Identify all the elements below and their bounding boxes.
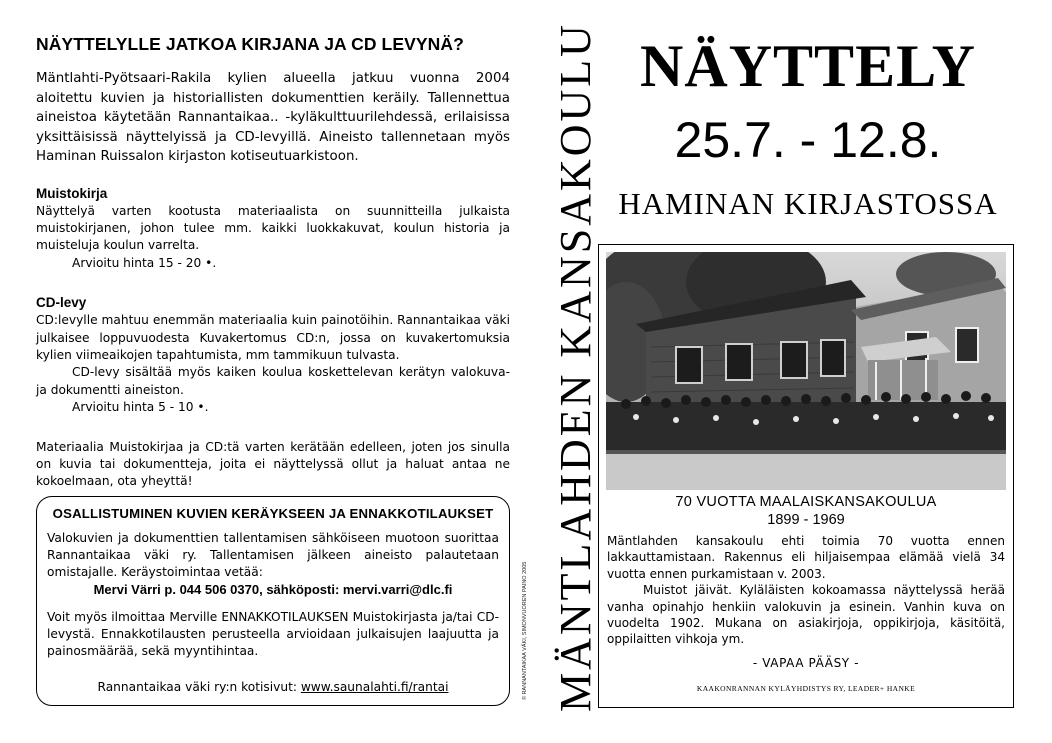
book-heading: Muistokirja [36, 185, 108, 201]
box-text: Valokuvien ja dokumenttien tallentamisen sähköiseen muotoon suorittaa Rannantaikaa väki ry. Tallentamisen jälkeen aineisto palautetaan omistajalle. Keräystoimintaa vetää: [47, 531, 499, 579]
school-photo [606, 252, 1006, 490]
cd-text: CD:levylle mahtuu enemmän materiaalia kuin painotöihin. Rannantaikaa väki julkaisee loppuvuodesta Kuvakertomus CD:n, jossa on kuvakertomuksia kylien viimeaikojen tapahtumista, mm tammikuun tulvasta. [36, 313, 510, 362]
free-entry: - VAPAA PÄÄSY - [752, 655, 860, 670]
website-link[interactable]: www.saunalahti.fi/rantai [300, 680, 449, 694]
website-line [47, 680, 499, 694]
print-credit: © RANNANTAIKAA VÄKI, SIMONVUOREN PAINO 2005 [522, 561, 528, 700]
book-text: Näyttelyä varten kootusta materiaalista on suunnitteilla julkaista muistokirjanen, johon tulee mm. kaikki luokkakuvat, koulun historia ja muisteluja koulun varrelta. [36, 203, 510, 253]
cd-text-2: CD-levy sisältää myös kaiken koulua koskettelevan kerätyn valokuva- ja dokumentti aineiston. [36, 365, 510, 397]
website-prefix: Rannantaikaa väki ry:n kotisivut: [97, 680, 301, 694]
cd-heading: CD-levy [36, 295, 87, 311]
exhibition-place: HAMINAN KIRJASTOSSA [618, 186, 998, 221]
closing-paragraph: Materiaalia Muistokirjaa ja CD:tä varten kerätään edelleen, joten jos sinulla on kuvia tai dokumentteja, joita ei näyttelyssä ollut ja haluat antaa ne kokoelmaan, ota yheyttä! [36, 439, 510, 489]
anniversary-section [607, 493, 1005, 693]
left-heading: NÄYTTELYLLE JATKOA KIRJANA JA CD LEVYNÄ? [36, 34, 464, 54]
vertical-title: MÄNTLAHDEN KANSAKOULU [551, 22, 600, 712]
exhibition-dates: 25.7. - 12.8. [674, 112, 942, 168]
organizer: KAAKONRANNAN KYLÄYHDISTYS RY, LEADER+ HANKE [696, 683, 916, 693]
book-price: Arvioitu hinta 15 - 20 •. [72, 255, 217, 270]
anniversary-text-2: Muistot jäivät. Kyläläisten kokoamassa näyttelyssä herää vanha opinahjo henkiin valokuvin ja esinein. Vanhin kuva on vuodelta 1902. Mukana on asiakirjoja, oppikirjoja, käsitöitä, oppilaitten vihkoja ym. [607, 583, 1005, 647]
participation-box [36, 496, 510, 706]
info-frame [598, 244, 1014, 708]
cd-price: Arvioitu hinta 5 - 10 •. [72, 400, 209, 415]
headline: NÄYTTELY [640, 33, 976, 99]
box-text-2: Voit myös ilmoittaa Merville ENNAKKOTILAUKSEN Muistokirjasta ja/tai CD-levystä. Ennakkotilausten perusteella arvioidaan julkaisujen laajuutta ja painosmäärää, sekä myyntihintaa. [47, 610, 499, 658]
left-column [36, 34, 510, 491]
anniversary-text: Mäntlahden kansakoulu ehti toimia 70 vuotta ennen lakkauttamistaan. Rakennus eli hiljaisempaa elämää vielä 34 vuotta ennen purkamistaan v. 2003. [607, 534, 1005, 581]
anniversary-years: 1899 - 1969 [767, 512, 845, 528]
intro-paragraph: Mäntlahti-Pyötsaari-Rakila kylien alueella jatkuu vuonna 2004 aloitettu kuvien ja historiallisten dokumenttien keräily. Tallennettua aineistoa käytetään Rannantaikaa.. -kyläkulttuurilehdessä, erilaisissa yksittäisissä näyttelyissä ja CD-levyillä. Aineisto tallennetaan myös Haminan Ruissalon kirjaston kotiseutuarkistoon. [36, 71, 510, 164]
box-title: OSALLISTUMINEN KUVIEN KERÄYKSEEN JA ENNAKKOTILAUKSET [52, 506, 494, 521]
contact-line: Mervi Värri p. 044 506 0370, sähköposti: mervi.varri@dlc.fi [93, 582, 453, 597]
anniversary-title: 70 VUOTTA MAALAISKANSAKOULUA [675, 494, 937, 510]
